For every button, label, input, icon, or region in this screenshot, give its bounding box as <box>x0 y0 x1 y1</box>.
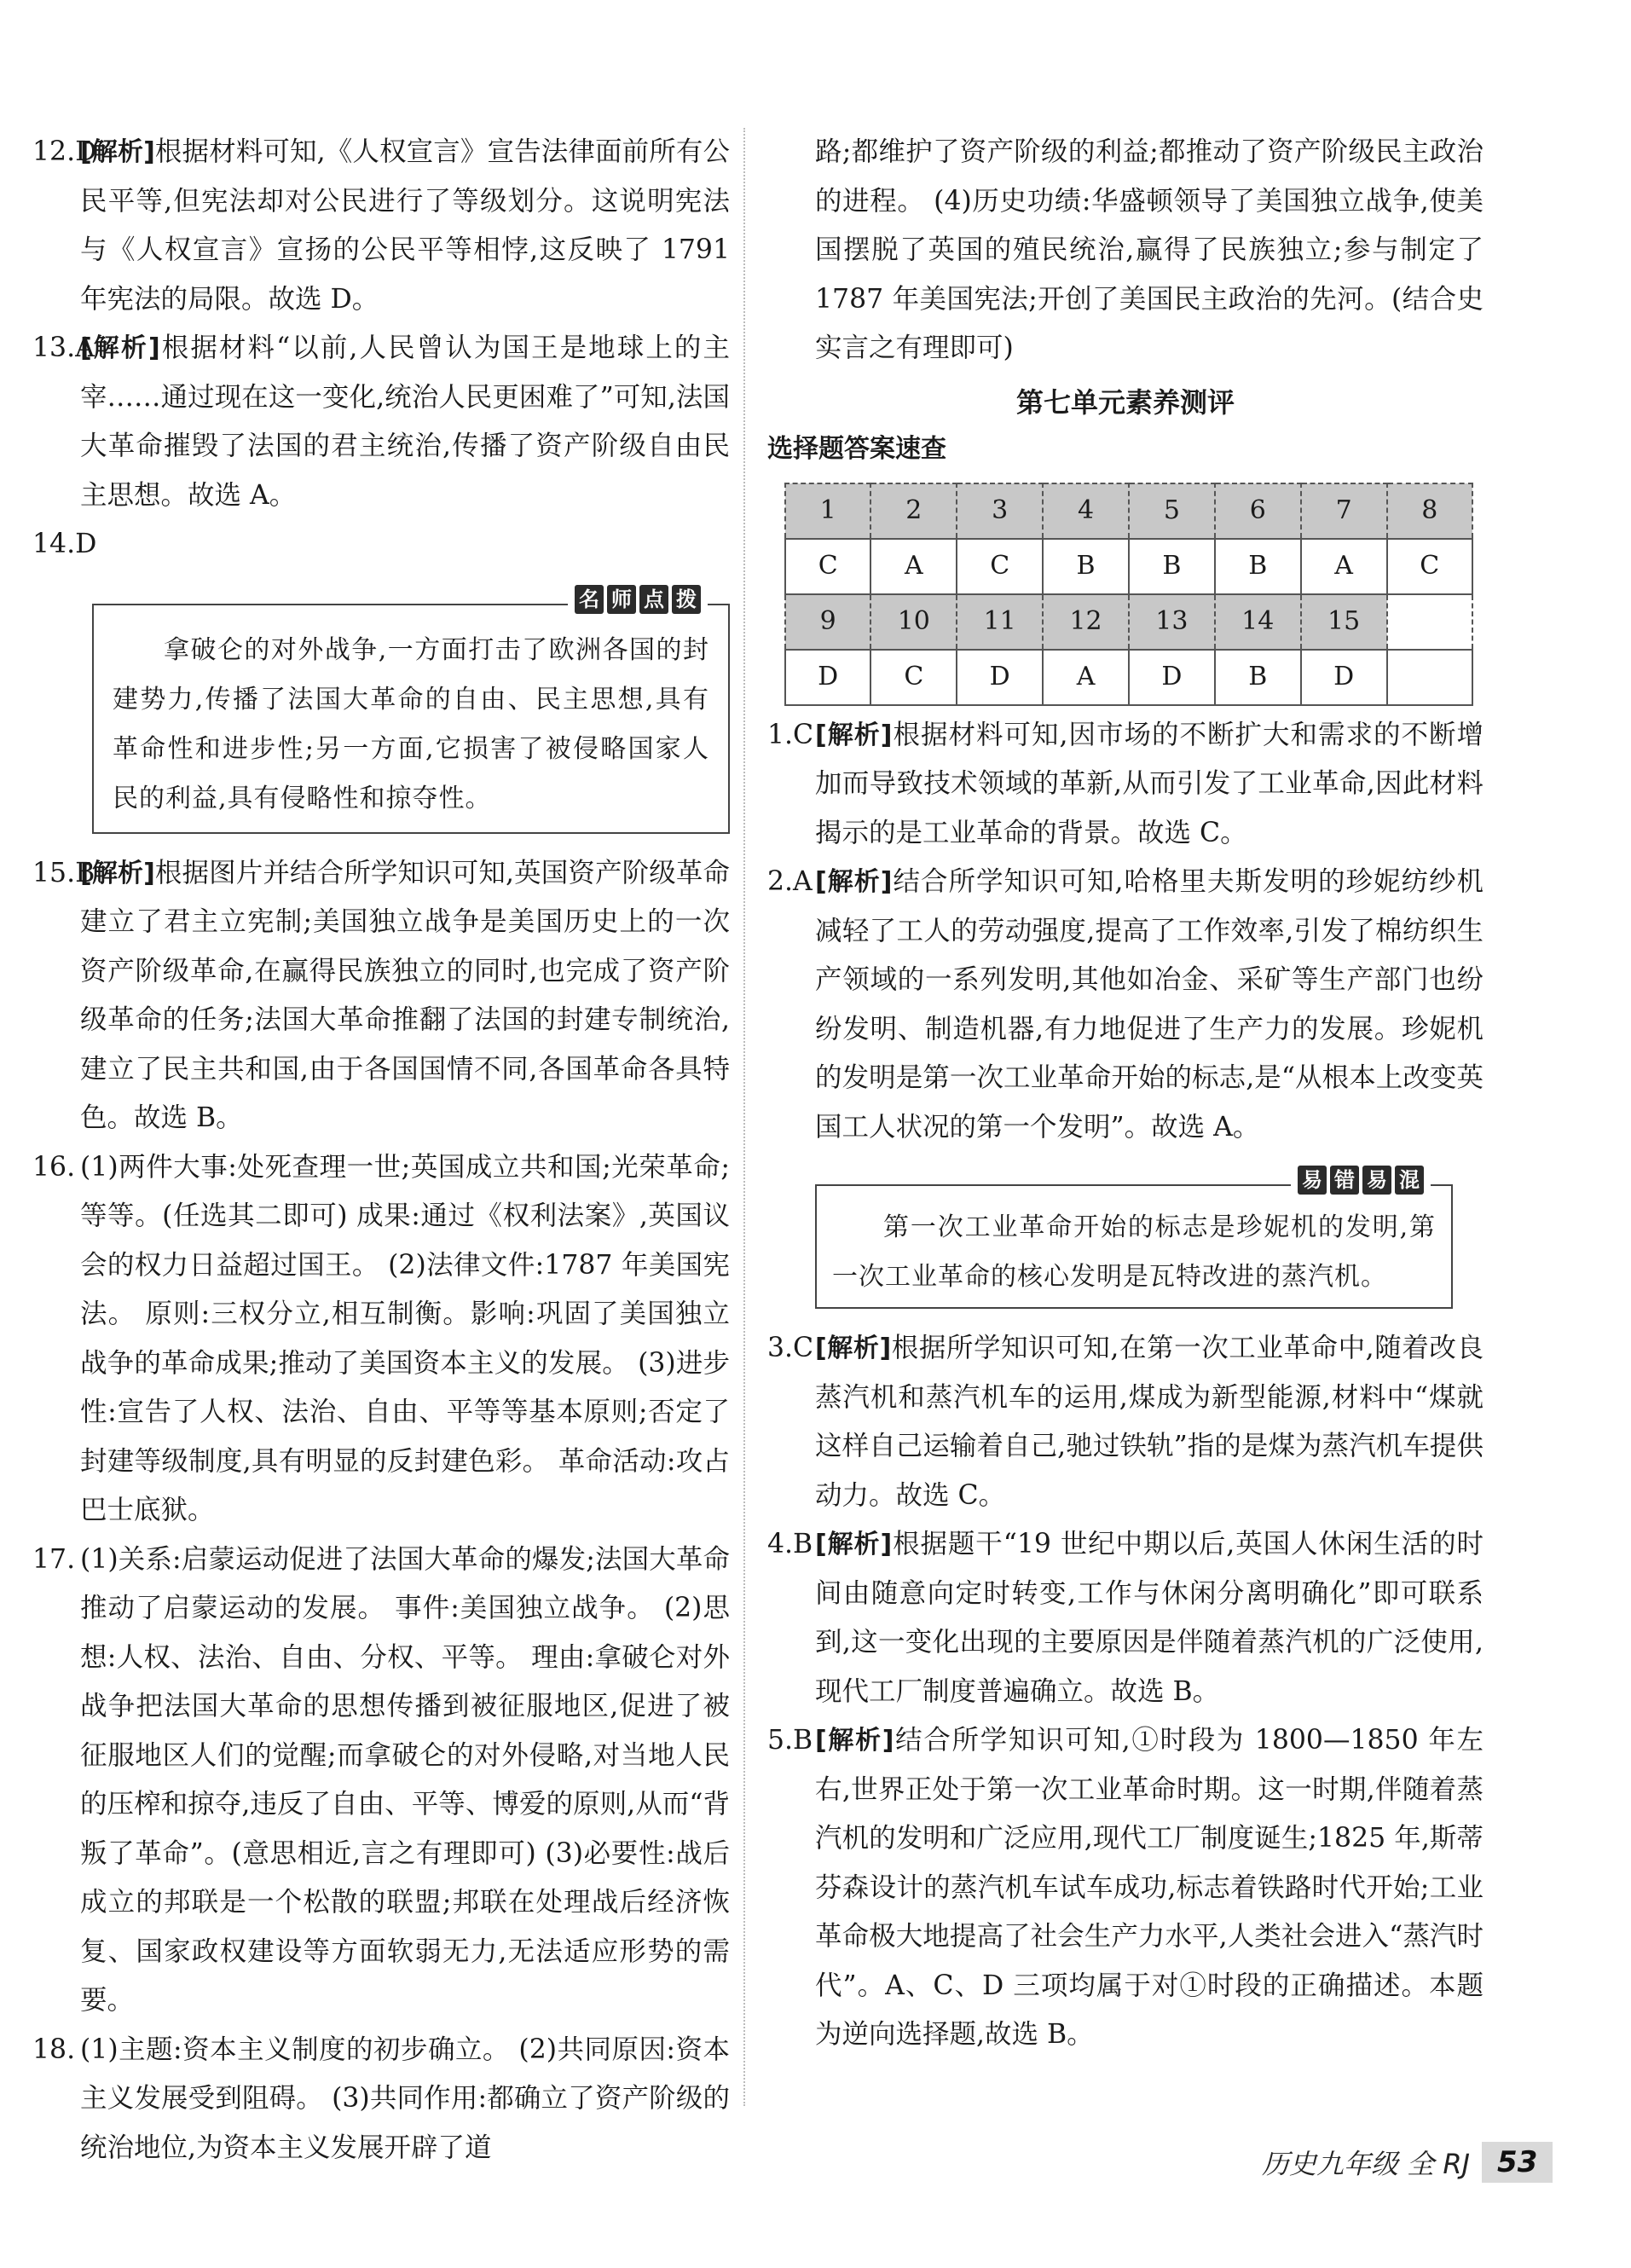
answer-13 <box>32 324 730 520</box>
answer-text: 根据材料可知,《人权宣言》宣告法律面前所有公民平等,但宪法却对公民进行了等级划分。这说明宪法与《人权宣言》宣扬的公民平等相悖,这反映了 1791 年宪法的局限。故选 D。 <box>80 136 731 315</box>
answer-18 <box>32 2026 730 2173</box>
answer-number: 4.B <box>767 1529 813 1559</box>
table-cell: 11 <box>957 594 1043 650</box>
answer-text: 根据所学知识可知,在第一次工业革命中,随着改良蒸汽机和蒸汽机车的运用,煤成为新型能源,材料中“煤就这样自己运输着自己,驰过铁轨”指的是煤为蒸汽机车提供动力。故选 C。 <box>815 1333 1484 1511</box>
left-column <box>32 128 730 2173</box>
analysis-tag: [解析] <box>80 137 155 167</box>
table-cell: 13 <box>1129 594 1215 650</box>
table-cell: 12 <box>1043 594 1129 650</box>
table-cell: 6 <box>1215 483 1301 539</box>
answer-number: 13.A <box>32 333 95 363</box>
badge-char: 点 <box>639 585 668 614</box>
table-cell: 8 <box>1387 483 1472 539</box>
book-info: 历史九年级 全 RJ <box>1262 2148 1471 2180</box>
answer-3 <box>767 1324 1484 1520</box>
table-cell: 15 <box>1301 594 1387 650</box>
answer-14 <box>32 520 730 570</box>
analysis-tag: [解析] <box>815 1530 893 1559</box>
answer-16 <box>32 1143 730 1536</box>
analysis-tag: [解析] <box>815 867 893 897</box>
analysis-tag: [解析] <box>815 720 893 750</box>
table-cell: B <box>1215 650 1301 705</box>
right-column <box>767 128 1484 2060</box>
answer-12 <box>32 128 730 324</box>
table-cell: B <box>1043 539 1129 594</box>
table-cell-empty <box>1387 650 1472 705</box>
answer-number: 17. <box>32 1543 76 1575</box>
table-cell: 3 <box>957 483 1043 539</box>
answer-table-number-row <box>785 594 1472 650</box>
page-footer <box>1262 2138 1553 2186</box>
table-cell: 14 <box>1215 594 1301 650</box>
badge-char: 易 <box>1298 1166 1327 1195</box>
answer-number: 18. <box>32 2034 76 2065</box>
answer-15 <box>32 849 730 1143</box>
table-cell: A <box>870 539 957 594</box>
teacher-tip-box <box>92 587 730 834</box>
answer-number: 14.D <box>32 529 97 559</box>
teacher-tip-badge <box>568 585 708 614</box>
badge-char: 错 <box>1330 1166 1359 1195</box>
answer-number: 2.A <box>767 866 813 897</box>
table-cell: 1 <box>785 483 870 539</box>
answer-number: 16. <box>32 1151 76 1183</box>
table-cell: 4 <box>1043 483 1129 539</box>
column-divider <box>743 128 745 2106</box>
answer-number: 5.B <box>767 1725 813 1756</box>
table-cell: D <box>1301 650 1387 705</box>
answer-text: (1)主题:资本主义制度的初步确立。 (2)共同原因:资本主义发展受到阻碍。 (3)共同作用:都确立了资产阶级的统治地位,为资本主义发展开辟了道 <box>80 2034 730 2163</box>
badge-char: 师 <box>607 585 636 614</box>
quick-answer-title: 选择题答案速查 <box>767 433 946 464</box>
table-cell: D <box>785 650 870 705</box>
table-cell: B <box>1129 539 1215 594</box>
table-cell: D <box>957 650 1043 705</box>
analysis-tag: [解析] <box>80 858 155 888</box>
answer-number: 1.C <box>767 719 814 750</box>
analysis-tag: [解析] <box>80 333 160 363</box>
badge-char: 拨 <box>672 585 701 614</box>
teacher-tip-text: 拿破仑的对外战争,一方面打击了欧洲各国的封建势力,传播了法国大革命的自由、民主思想,具有革命性和进步性;另一方面,它损害了被侵略国家人民的利益,具有侵略性和掠夺性。 <box>113 634 709 813</box>
common-mistake-box <box>815 1168 1453 1309</box>
answer-text: 根据题干“19 世纪中期以后,英国人休闲生活的时间由随意向定时转变,工作与休闲分离明确化”即可联系到,这一变化出现的主要原因是伴随着蒸汽机的广泛使用,现代工厂制度普遍确立。故选 B。 <box>815 1529 1484 1707</box>
table-cell: 5 <box>1129 483 1215 539</box>
answer-text: 根据材料可知,因市场的不断扩大和需求的不断增加而导致技术领域的革新,从而引发了工业革命,因此材料揭示的是工业革命的背景。故选 C。 <box>815 719 1484 848</box>
analysis-tag: [解析] <box>815 1726 894 1756</box>
table-cell: 7 <box>1301 483 1387 539</box>
table-cell: C <box>785 539 870 594</box>
answer-number: 15.B <box>32 857 95 888</box>
badge-char: 易 <box>1362 1166 1391 1195</box>
table-cell: 9 <box>785 594 870 650</box>
analysis-tag: [解析] <box>815 1334 892 1363</box>
answer-18-continued: 路;都维护了资产阶级的利益;都推动了资产阶级民主政治的进程。 (4)历史功绩:华盛顿领导了美国独立战争,使美国摆脱了英国的殖民统治,赢得了民族独立;参与制定了 1787 年美国宪法;开创了美国民主政治的先河。(结合史实言之有理即可) <box>815 136 1484 363</box>
answer-17 <box>32 1536 730 2026</box>
answer-table-number-row <box>785 483 1472 539</box>
answer-text: (1)两件大事:处死查理一世;英国成立共和国;光荣革命;等等。(任选其二即可) 成果:通过《权利法案》,英国议会的权力日益超过国王。 (2)法律文件:1787 年美国宪法。 原则:三权分立,相互制衡。影响:巩固了美国独立战争的革命成果;推动了美国资本主义的发展。 (3)进步性:宣告了人权、法治、自由、平等等基本原则;否定了封建等级制度,具有明显的反封建色彩。 革命活动:攻占巴士底狱。 <box>80 1151 730 1525</box>
answer-4 <box>767 1520 1484 1716</box>
table-cell: A <box>1043 650 1129 705</box>
table-cell: 2 <box>870 483 957 539</box>
answer-text: 根据材料“以前,人民曾认为国王是地球上的主宰……通过现在这一变化,统治人民更困难了”可知,法国大革命摧毁了法国的君主统治,传播了资产阶级自由民主思想。故选 A。 <box>80 333 730 511</box>
answer-1 <box>767 711 1484 859</box>
table-cell: C <box>870 650 957 705</box>
page-number: 53 <box>1482 2142 1553 2183</box>
table-cell: B <box>1215 539 1301 594</box>
table-cell: D <box>1129 650 1215 705</box>
common-mistake-text: 第一次工业革命开始的标志是珍妮机的发明,第一次工业革命的核心发明是瓦特改进的蒸汽机。 <box>832 1212 1436 1292</box>
answer-text: 结合所学知识可知,哈格里夫斯发明的珍妮纺纱机减轻了工人的劳动强度,提高了工作效率,引发了棉纺织生产领域的一系列发明,其他如冶金、采矿等生产部门也纷纷发明、制造机器,有力地促进了生产力的发展。珍妮机的发明是第一次工业革命开始的标志,是“从根本上改变英国工人状况的第一个发明”。故选 A。 <box>815 866 1484 1143</box>
table-cell: A <box>1301 539 1387 594</box>
table-cell: C <box>957 539 1043 594</box>
answer-5 <box>767 1716 1484 2060</box>
badge-char: 混 <box>1395 1166 1424 1195</box>
answer-table-answer-row <box>785 650 1472 705</box>
answer-text: 根据图片并结合所学知识可知,英国资产阶级革命建立了君主立宪制;美国独立战争是美国历史上的一次资产阶级革命,在赢得民族独立的同时,也完成了资产阶级革命的任务;法国大革命推翻了法国的封建专制统治,建立了民主共和国,由于各国国情不同,各国革命各具特色。故选 B。 <box>80 857 731 1133</box>
table-cell: 10 <box>870 594 957 650</box>
common-mistake-badge <box>1291 1166 1431 1195</box>
answer-number: 3.C <box>767 1333 814 1363</box>
answer-2 <box>767 858 1484 1152</box>
answer-number: 12.D <box>32 136 97 167</box>
answer-table <box>784 483 1473 706</box>
table-cell-empty <box>1387 594 1472 650</box>
answer-text: 结合所学知识可知,①时段为 1800—1850 年左右,世界正处于第一次工业革命时期。这一时期,伴随着蒸汽机的发明和广泛应用,现代工厂制度诞生;1825 年,斯蒂芬森设计的蒸汽机车试车成功,标志着铁路时代开始;工业革命极大地提高了社会生产力水平,人类社会进入“蒸汽时代”。A、C、D 三项均属于对①时段的正确描述。本题为逆向选择题,故选 B。 <box>815 1725 1484 2050</box>
answer-text: (1)关系:启蒙运动促进了法国大革命的爆发;法国大革命推动了启蒙运动的发展。 事件:美国独立战争。 (2)思想:人权、法治、自由、分权、平等。 理由:拿破仑对外战争把法国大革命的思想传播到被征服地区,促进了被征服地区人们的觉醒;而拿破仑的对外侵略,对当地人民的压榨和掠夺,违反了自由、平等、博爱的原则,从而“背叛了革命”。(意思相近,言之有理即可) (3)必要性:战后成立的邦联是一个松散的联盟;邦联在处理战后经济恢复、国家政权建设等方面软弱无力,无法适应形势的需要。 <box>80 1543 730 2016</box>
section-title: 第七单元素养测评 <box>1015 385 1235 419</box>
answer-table-answer-row <box>785 539 1472 594</box>
table-cell: C <box>1387 539 1472 594</box>
badge-char: 名 <box>575 585 604 614</box>
